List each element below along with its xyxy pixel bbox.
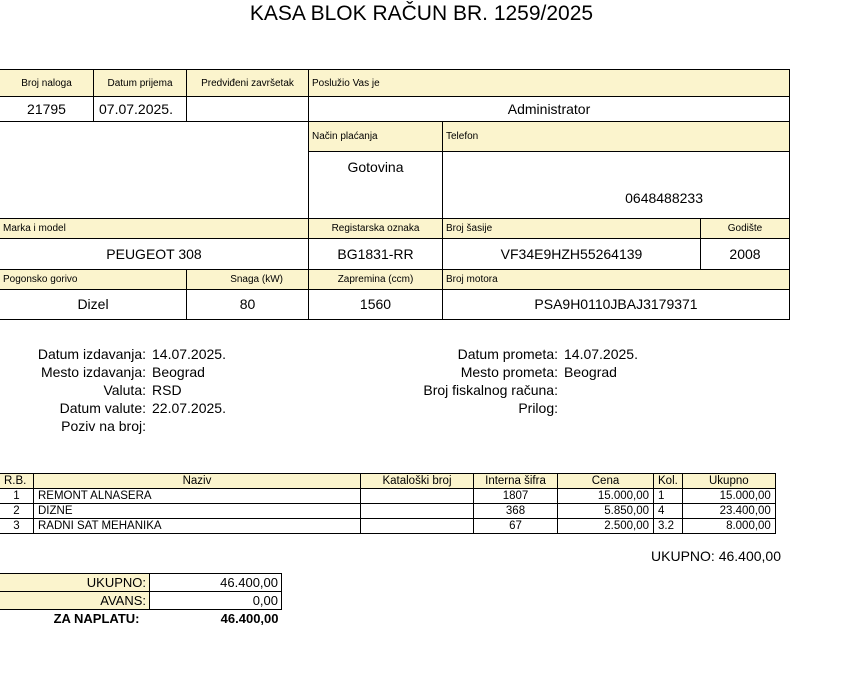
telefon-value: 0648488233 [625, 190, 703, 206]
datum-izdavanja-value: 14.07.2025. [152, 346, 226, 362]
datum-prometa-value: 14.07.2025. [564, 346, 638, 362]
datum-prijema-value: 07.07.2025. [93, 96, 187, 122]
header-telefon: Telefon [442, 121, 790, 152]
header-zapremina: Zapremina (ccm) [308, 269, 443, 290]
mesto-izdavanja-label: Mesto izdavanja: [40, 364, 146, 380]
prilog-label: Prilog: [518, 400, 558, 416]
broj-naloga-value: 21795 [0, 96, 94, 122]
items-table [0, 473, 776, 534]
header-predvidjeni-zavrsetak: Predviđeni završetak [186, 69, 309, 97]
row-kol: 1 [654, 489, 683, 504]
header-pogonsko-gorivo: Pogonsko gorivo [0, 269, 187, 290]
header-nacin-placanja: Način plaćanja [308, 121, 443, 152]
col-naziv: Naziv [34, 474, 361, 489]
row-kol: 4 [654, 504, 683, 519]
telefon-cell [442, 151, 790, 219]
col-cena: Cena [558, 474, 654, 489]
receipt-title: KASA BLOK RAČUN BR. 1259/2025 [249, 2, 594, 25]
za-naplatu-label: ZA NAPLATU: [53, 611, 140, 626]
row-cena: 5.850,00 [558, 504, 654, 519]
godiste-value: 2008 [700, 238, 790, 270]
header-broj-sasije: Broj šasije [442, 218, 701, 239]
col-ukupno: Ukupno [682, 474, 775, 489]
row-naziv: DIZNE [34, 504, 361, 519]
poziv-na-broj-label: Poziv na broj: [61, 418, 146, 434]
avans-value: 0,00 [150, 592, 282, 610]
table-row [0, 489, 775, 504]
header-registarska-oznaka: Registarska oznaka [308, 218, 443, 239]
zapremina-value: 1560 [308, 289, 443, 320]
datum-valute-value: 22.07.2025. [152, 400, 226, 416]
table-row [0, 519, 775, 534]
col-sifra: Interna šifra [474, 474, 558, 489]
header-marka-model: Marka i model [0, 218, 309, 239]
col-kol: Kol. [654, 474, 683, 489]
row-sifra: 1807 [474, 489, 558, 504]
table-row [0, 504, 775, 519]
header-datum-prijema: Datum prijema [93, 69, 187, 97]
snaga-value: 80 [186, 289, 309, 320]
ukupno-label: UKUPNO: [0, 574, 150, 592]
items-header-row [0, 474, 775, 489]
header-broj-naloga: Broj naloga [0, 69, 94, 97]
datum-prometa-label: Datum prometa: [457, 346, 558, 362]
row-katalog [361, 504, 474, 519]
valuta-value: RSD [152, 382, 182, 398]
row-ukupno: 23.400,00 [682, 504, 775, 519]
predvidjeni-value [186, 96, 309, 122]
info-right [400, 345, 638, 417]
mesto-prometa-label: Mesto prometa: [460, 364, 558, 380]
row-naziv: REMONT ALNASERA [34, 489, 361, 504]
broj-motora-value: PSA9H0110JBAJ3179371 [442, 289, 790, 320]
row-katalog [361, 519, 474, 534]
row-sifra: 368 [474, 504, 558, 519]
row-kol: 3.2 [654, 519, 683, 534]
registarska-oznaka-value: BG1831-RR [308, 238, 443, 270]
col-rb: R.B. [0, 474, 34, 489]
header-snaga: Snaga (kW) [186, 269, 309, 290]
header-godiste: Godište [700, 218, 790, 239]
row-rb: 3 [0, 519, 34, 534]
datum-valute-label: Datum valute: [59, 400, 146, 416]
datum-izdavanja-label: Datum izdavanja: [37, 346, 146, 362]
header-broj-motora: Broj motora [442, 269, 790, 290]
za-naplatu-value: 46.400,00 [220, 611, 279, 626]
row-ukupno: 8.000,00 [682, 519, 775, 534]
mesto-prometa-value: Beograd [564, 364, 617, 380]
items-grand-total: UKUPNO: 46.400,00 [651, 548, 781, 564]
marka-model-value: PEUGEOT 308 [0, 238, 309, 270]
row-cena: 2.500,00 [558, 519, 654, 534]
info-left [20, 345, 226, 435]
mesto-izdavanja-value: Beograd [152, 364, 205, 380]
row-cena: 15.000,00 [558, 489, 654, 504]
pogonsko-gorivo-value: Dizel [0, 289, 187, 320]
fiskalni-racun-label: Broj fiskalnog računa: [423, 382, 558, 398]
row-naziv: RADNI SAT MEHANIKA [34, 519, 361, 534]
posluzio-value: Administrator [308, 96, 790, 122]
header-posluzio: Poslužio Vas je [308, 69, 790, 97]
nacin-placanja-value: Gotovina [308, 151, 443, 219]
row-rb: 1 [0, 489, 34, 504]
ukupno-value: 46.400,00 [150, 574, 282, 592]
row-sifra: 67 [474, 519, 558, 534]
valuta-label: Valuta: [103, 382, 146, 398]
row-rb: 2 [0, 504, 34, 519]
col-katalog: Kataloški broj [361, 474, 474, 489]
broj-sasije-value: VF34E9HZH55264139 [442, 238, 701, 270]
row-ukupno: 15.000,00 [682, 489, 775, 504]
row-katalog [361, 489, 474, 504]
avans-label: AVANS: [0, 592, 150, 610]
totals-table [0, 573, 282, 627]
